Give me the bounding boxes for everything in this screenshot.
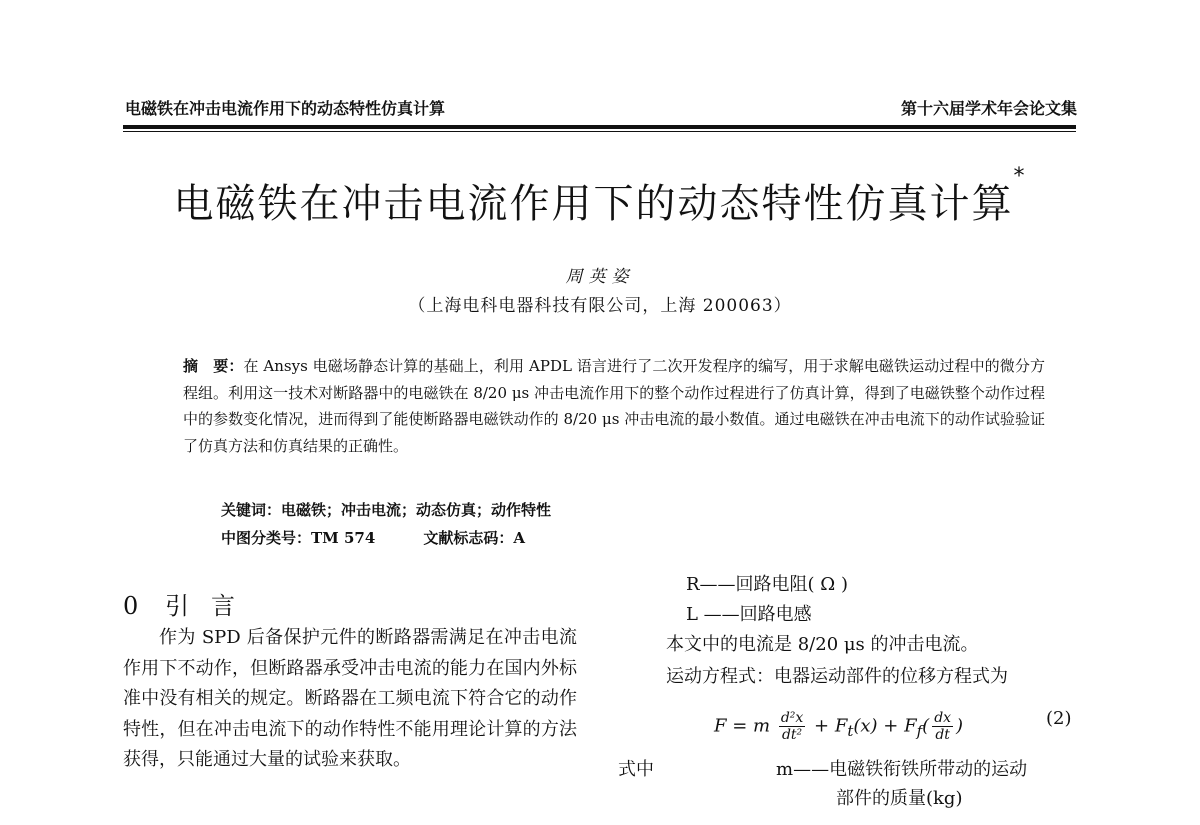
abstract-label: 摘 要： [183,357,244,375]
eq-d2-den: dt² [781,727,803,743]
running-header-collection: 第十六届学术年会论文集 [900,99,1077,118]
section-number: 0 [123,592,139,620]
section-heading [123,586,257,621]
equation-number: (2) [1046,708,1072,729]
keywords: 关键词：电磁铁；冲击电流；动态仿真；动作特性 [221,501,552,519]
document-code: 文献标志码：A [423,529,525,547]
eq-mid-sub: t [847,722,854,741]
title-footnote-mark: * [1013,164,1027,189]
clc-number: 中图分类号：TM 574 [221,529,376,547]
eq-d2-num: d²x [780,710,804,726]
current-note: 本文中的电流是 8/20 μs 的冲击电流。 [666,634,979,655]
author-affiliation: （上海电科电器科技有限公司，上海 200063） [408,296,792,316]
running-header-title: 电磁铁在冲击电流作用下的动态特性仿真计算 [125,99,446,118]
paper-title [0,164,1200,229]
eq-d-den: dt [935,727,950,743]
motion-equation-intro: 运动方程式：电器运动部件的位移方程式为 [666,666,1008,687]
classification-line [221,527,573,548]
definition-L: L ——回路电感 [686,604,812,625]
eq-mid-arg: (x) + F [853,715,917,737]
paper-title-text: 电磁铁在冲击电流作用下的动态特性仿真计算 [173,181,1014,227]
definition-m-line1: m——电磁铁衔铁所带动的运动 [776,759,1028,780]
header-rule-thick [123,125,1076,129]
eq-d-num: dx [934,710,952,726]
eq-second-derivative [779,710,805,743]
where-label: 式中 [618,759,654,780]
definition-R: R——回路电阻( Ω ) [686,574,848,595]
definition-m-line2: 部件的质量(kg) [836,788,963,809]
abstract [183,353,1045,459]
eq-first-derivative [932,710,953,743]
eq-lhs: F = m [714,715,771,737]
section-title: 引言 [165,592,257,620]
eq-mid: + F [814,715,848,737]
author-name: 周英姿 [565,267,635,287]
intro-paragraph: 作为 SPD 后备保护元件的断路器需满足在冲击电流作用下不动作，但断路器承受冲击电流的能力在国内外标准中没有相关的规定。断路器在工频电流下符合它的动作特性，但在冲击电流下的动作特性不能用理论计算的方法获得，只能通过大量的试验来获取。 [123,627,577,770]
eq-f-sub: f [916,722,923,741]
abstract-text: 在 Ansys 电磁场静态计算的基础上，利用 APDL 语言进行了二次开发程序的编写，用于求解电磁铁运动过程中的微分方程组。利用这一技术对断路器中的电磁铁在 8/20 μs 冲击电流作用下的整个动作过程进行了仿真计算，得到了电磁铁整个动作过程中的参数变化情况，进而得到了能使断路器电磁铁动作的 8/20 μs 冲击电流的最小数值。通过电磁铁在冲击电流下的动作试验验证了仿真方法和仿真结果的正确性。 [183,357,1045,455]
header-rule-thin [123,131,1076,132]
motion-equation: F = m $\frac{\text{d²x}}{\text{dt²}}$ + $F_t(x) + F_f$( $\frac{dx}{dt}$ ) [714,710,964,743]
